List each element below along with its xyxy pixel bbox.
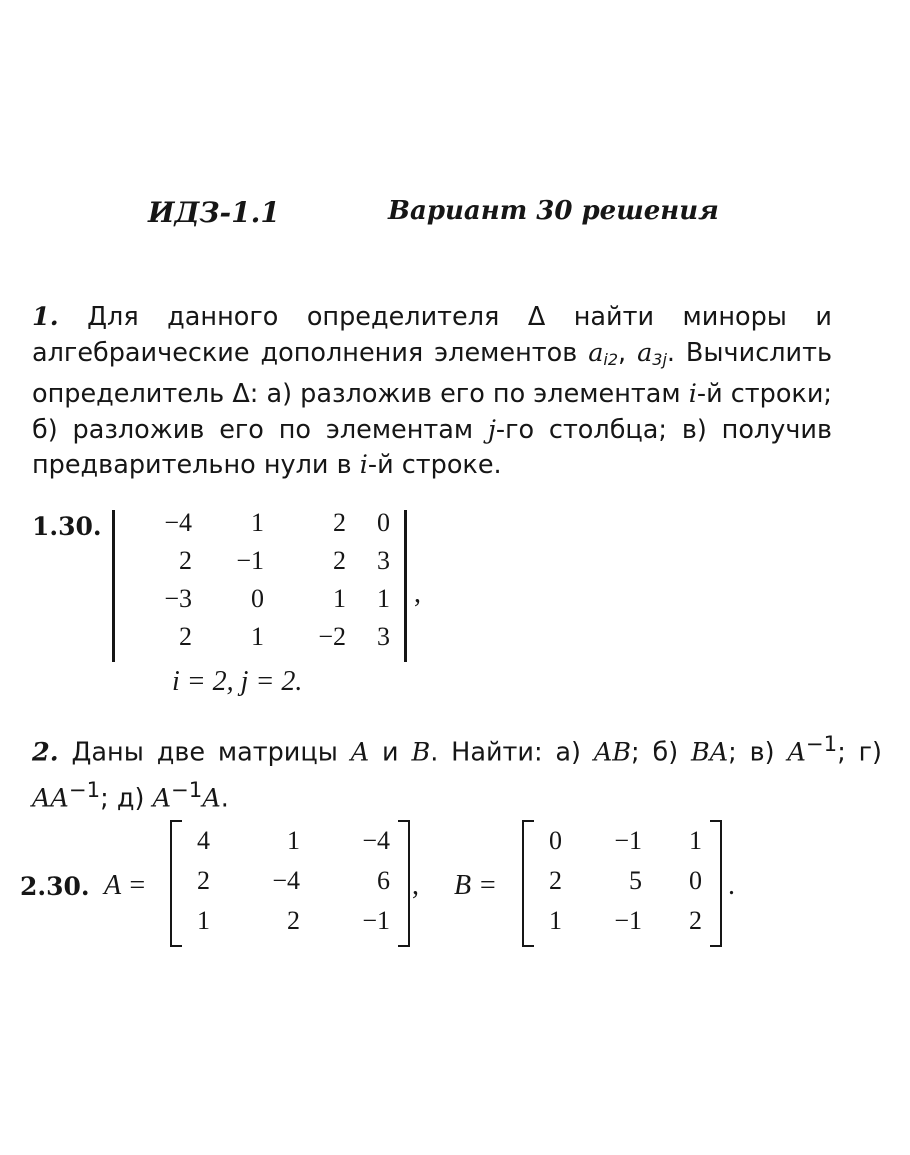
matrix-a-right-bracket — [398, 820, 410, 947]
det-cell: −2 — [318, 622, 346, 651]
variant-title: Вариант 30 решения — [388, 196, 719, 226]
matrix-a-label: A = — [104, 870, 147, 901]
det-cell: 0 — [251, 584, 264, 613]
determinant-left-bar — [112, 510, 115, 662]
matrix-a-cell: −4 — [272, 866, 300, 895]
matrix-b-cell: 0 — [689, 866, 702, 895]
matrix-a-cell: 2 — [197, 866, 210, 895]
problem-2-30-label: 2.30. — [20, 872, 90, 901]
matrix-b-cell: 1 — [549, 906, 562, 935]
det-cell: 2 — [333, 546, 346, 575]
matrix-a-cell: 1 — [287, 826, 300, 855]
determinant-comma: , — [414, 578, 421, 609]
matrix-b-cell: −1 — [614, 826, 642, 855]
problem-1-30-label: 1.30. — [32, 512, 102, 541]
det-cell: 2 — [179, 622, 192, 651]
matrix-b-cell: 0 — [549, 826, 562, 855]
det-cell: 1 — [251, 622, 264, 651]
matrix-a — [170, 820, 410, 945]
det-cell: −3 — [164, 584, 192, 613]
task-2-number: 2. — [32, 737, 59, 768]
matrix-b-cell: 1 — [689, 826, 702, 855]
matrix-a-cell: 4 — [197, 826, 210, 855]
matrix-a-cell: 6 — [377, 866, 390, 895]
det-cell: −1 — [236, 546, 264, 575]
det-cell: 2 — [333, 508, 346, 537]
matrix-b-cell: 5 — [629, 866, 642, 895]
determinant-right-bar — [404, 510, 407, 662]
matrix-a-cell: −4 — [362, 826, 390, 855]
matrix-b-cell: −1 — [614, 906, 642, 935]
det-cell: 3 — [377, 622, 390, 651]
det-cell: 3 — [377, 546, 390, 575]
task-1-number: 1. — [32, 302, 59, 332]
matrix-b-cell: 2 — [549, 866, 562, 895]
matrix-b-label: B = — [454, 870, 497, 901]
det-cell: 0 — [377, 508, 390, 537]
task-2-statement: 2. Даны две матрицы A и B. Найти: а) AB; б) BA; в) $A^{-1}$; г) $AA^{-1}$; д) $A^{-1}A$. — [32, 732, 882, 813]
det-cell: −4 — [164, 508, 192, 537]
index-condition: i = 2, j = 2. — [172, 666, 303, 697]
matrix-b-cell: 2 — [689, 906, 702, 935]
determinant-1-30 — [112, 508, 412, 664]
matrix-a-cell: 1 — [197, 906, 210, 935]
matrix-a-cell: 2 — [287, 906, 300, 935]
det-cell: 2 — [179, 546, 192, 575]
det-cell: 1 — [377, 584, 390, 613]
matrix-comma: , — [412, 870, 419, 901]
matrix-a-cell: −1 — [362, 906, 390, 935]
det-cell: 1 — [333, 584, 346, 613]
matrix-b — [522, 820, 722, 945]
task-1-statement: 1. Для данного определителя Δ найти миноры и алгебраические дополнения элементов $a_{i2}$, $a_{3j}$. Вычислить определитель Δ: а) разложив его по элементам i-й строки; б) разложив его по элементам j-го столбца; в) получив предварительно нули в i-й строке. — [32, 302, 832, 480]
matrix-period: . — [728, 870, 735, 901]
matrix-b-right-bracket — [710, 820, 722, 947]
det-cell: 1 — [251, 508, 264, 537]
document-id: ИДЗ-1.1 — [148, 196, 280, 229]
